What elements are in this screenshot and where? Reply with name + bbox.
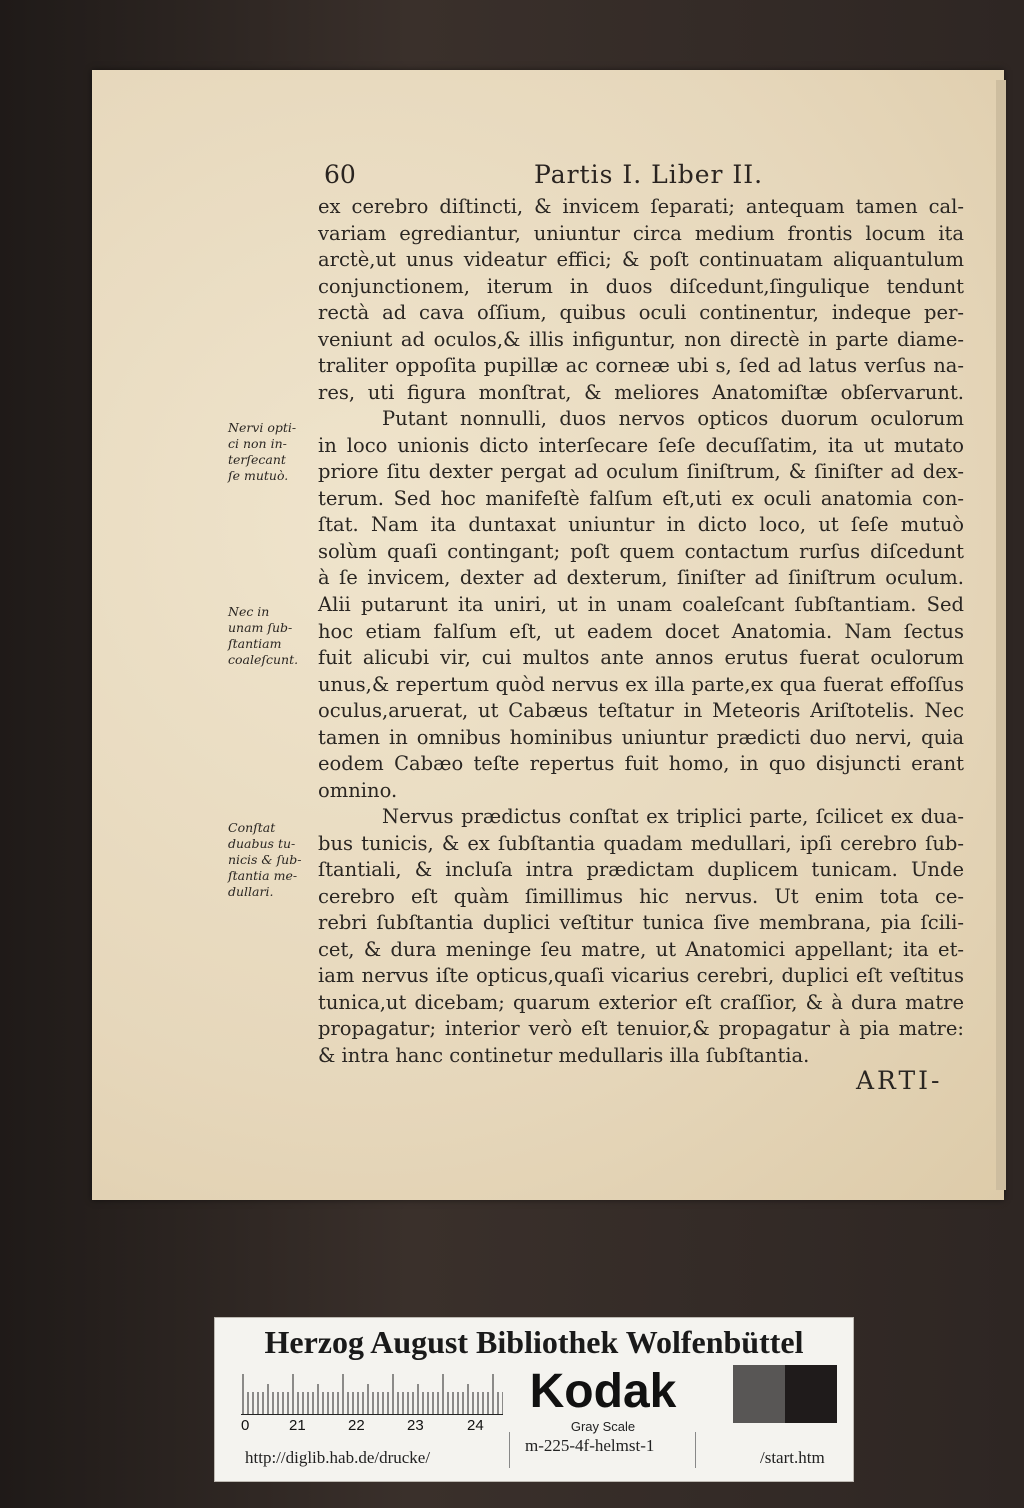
- marginal-line: coaleſcunt.: [228, 652, 299, 667]
- ruler-label: 0: [241, 1417, 250, 1434]
- ruler-label: 24: [467, 1417, 484, 1434]
- paragraph-3: [318, 592, 964, 804]
- marginal-line: nicis & ſub-: [228, 852, 302, 867]
- marginal-note-3: [228, 820, 320, 900]
- text-line: ſtantiali, & incluſa intra prædictam duplicem tunicam. Unde: [318, 858, 964, 881]
- separator: [509, 1432, 510, 1468]
- text-line: & intra hanc continetur medullaris illa ſubſtantia.: [318, 1043, 810, 1067]
- page-number: 60: [324, 160, 356, 189]
- text-line: ſtat. Nam ita duntaxat uniuntur in dicto loco, ut ſeſe mutuò: [318, 513, 964, 536]
- ruler-labels: [241, 1417, 521, 1439]
- text-line: unus,& repertum quòd nervus ex illa parte,ex qua fuerat effoſſus: [318, 672, 964, 696]
- ruler-ticks: [241, 1370, 503, 1414]
- text-line: eodem Cabæo teſte repertus fuit homo, in quo disjuncti erant: [318, 752, 964, 775]
- text-line: fuit alicubi vir, cui multos ante annos erutus fuerat oculorum: [318, 646, 964, 669]
- marginal-line: ſe mutuò.: [228, 468, 289, 483]
- text-line: Nervus prædictus conſtat ex triplici parte, ſcilicet ex dua-: [382, 805, 964, 828]
- marginal-line: Nec in: [228, 604, 270, 619]
- marginal-line: terſecant: [228, 452, 286, 467]
- text-line: res, uti figura monſtrat, & meliores Anatomiſtæ obſervarunt.: [318, 380, 964, 404]
- text-line: cet, & dura meninge ſeu matre, ut Anatomici appellant; ita et-: [318, 937, 964, 961]
- text-line: rebri ſubſtantia duplici veſtitur tunica ſive membrana, pia ſcili-: [318, 911, 964, 934]
- marginal-line: ſtantia me-: [228, 868, 298, 883]
- ruler-label: 21: [289, 1417, 306, 1434]
- text-line: rectà ad cava oſſium, quibus oculi continentur, indeque per-: [318, 301, 964, 324]
- text-line: ex cerebro diſtincti, & invicem ſeparati; antequam tamen cal-: [318, 195, 964, 218]
- text-line: propagatur; interior verò eſt tenuior,& propagatur à pia matre:: [318, 1017, 964, 1040]
- text-line: cerebro eſt quàm ſimillimus hic nervus. Ut enim tota ce-: [318, 884, 964, 908]
- text-line: arctè,ut unus videatur effici; & poſt continuatam aliquantulum: [318, 248, 964, 271]
- text-line: terum. Sed hoc manifeſtè falſum eſt,uti ex oculi anatomia con-: [318, 486, 964, 510]
- gray-patch-dark: [733, 1365, 785, 1423]
- text-line: tamen in omnibus hominibus uniuntur prædicti duo nervi, quia: [318, 725, 964, 749]
- url-left: http://diglib.hab.de/drucke/: [245, 1448, 431, 1467]
- page-edge: [996, 80, 1006, 1190]
- ruler-label: 23: [407, 1417, 424, 1434]
- text-line: bus tunicis, & ex ſubſtantia quadam medullari, ipſi cerebro ſub-: [318, 831, 964, 855]
- ruler-label: 22: [348, 1417, 365, 1434]
- paragraph-4: [318, 804, 964, 1069]
- marginal-line: ci non in-: [228, 436, 287, 451]
- paragraph-2: [318, 406, 964, 592]
- text-line: à ſe invicem, dexter ad dexterum, ſiniſter ad ſiniſtrum oculum.: [318, 566, 964, 589]
- text-line: oculus,aruerat, ut Cabæus teſtatur in Meteoris Ariſtotelis. Nec: [318, 699, 964, 722]
- marginal-line: duabus tu-: [228, 836, 296, 851]
- marginal-line: unam ſub-: [228, 620, 293, 635]
- kodak-logo: Kodak: [529, 1365, 677, 1418]
- ruler-scale: [241, 1370, 503, 1415]
- gray-scale-label: Gray Scale: [570, 1419, 636, 1434]
- text-line: veniunt ad oculos,& illis infiguntur, non directè in parte diame-: [318, 327, 964, 351]
- catchword: ARTI-: [856, 1066, 943, 1095]
- gray-patch-black: [785, 1365, 837, 1423]
- shelfmark: m-225-4f-helmst-1: [525, 1436, 655, 1455]
- marginal-line: Conſtat: [228, 820, 276, 835]
- marginal-line: ſtantiam: [228, 636, 282, 651]
- text-line: variam egrediantur, uniuntur circa medium frontis locum ita: [318, 221, 964, 245]
- paragraph-1: [318, 194, 964, 406]
- text-line: omnino.: [318, 778, 398, 802]
- running-title: Partis I. Liber II.: [534, 160, 764, 189]
- marginal-note-1: [228, 420, 320, 484]
- url-right: /start.htm: [760, 1448, 825, 1467]
- text-line: in loco unionis dicto interſecare ſeſe decuſſatim, ita ut mutato: [318, 433, 964, 457]
- text-line: hoc etiam falſum eſt, ut eadem docet Anatomia. Nam ſectus: [318, 619, 964, 643]
- text-line: Alii putarunt ita uniri, ut in unam coaleſcant ſubſtantiam. Sed: [318, 593, 964, 616]
- separator: [695, 1432, 696, 1468]
- marginal-note-2: [228, 604, 320, 668]
- library-target-card: [214, 1317, 854, 1482]
- text-line: solùm quaſi contingant; poſt quem contactum rurſus diſcedunt: [318, 539, 964, 563]
- text-line: priore ſitu dexter pergat ad oculum ſiniſtrum, & ſiniſter ad dex-: [318, 460, 964, 483]
- text-line: Putant nonnulli, duos nervos opticos duorum oculorum: [382, 407, 964, 430]
- library-name: Herzog August Bibliothek Wolfenbüttel: [264, 1324, 804, 1360]
- text-line: traliter oppoſita pupillæ ac corneæ ubi s, ſed ad latus verſus na-: [318, 354, 964, 377]
- text-line: tunica,ut dicebam; quarum exterior eſt craſſior, & à dura matre: [318, 990, 964, 1014]
- text-line: iam nervus iſte opticus,quaſi vicarius cerebri, duplici eſt veſtitus: [318, 964, 964, 987]
- marginal-line: Nervi opti-: [228, 420, 297, 435]
- marginal-line: dullari.: [228, 884, 274, 899]
- text-line: conjunctionem, iterum in duos diſcedunt,ſingulique tendunt: [318, 274, 964, 298]
